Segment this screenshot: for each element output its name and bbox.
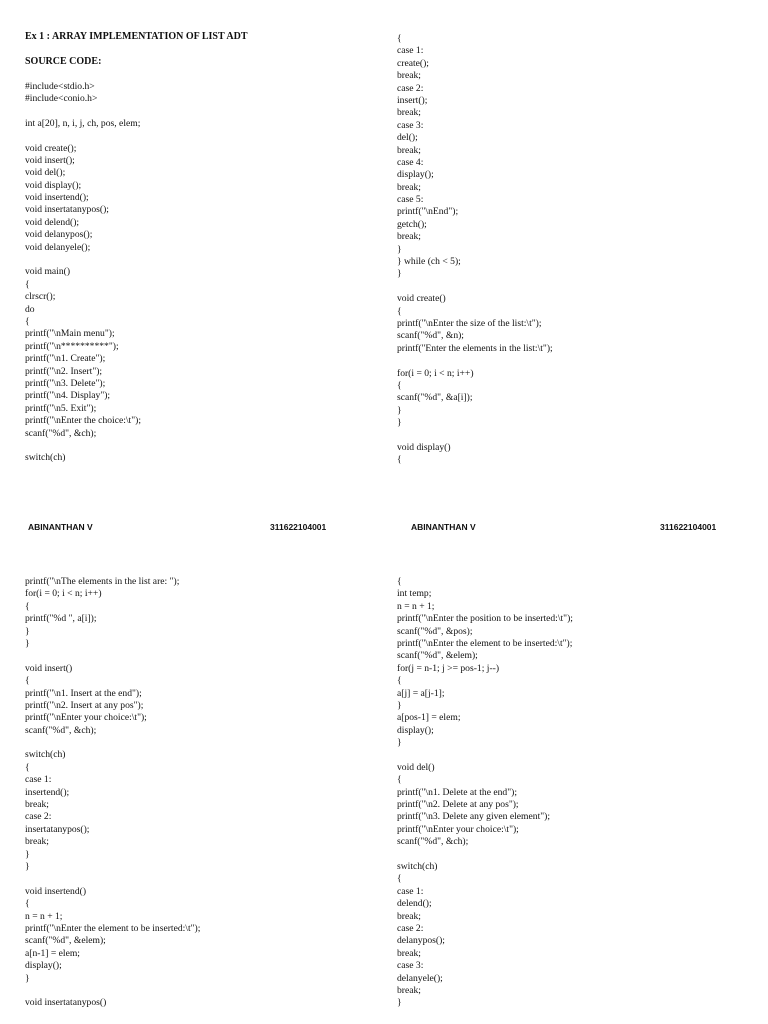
code-line: } (397, 243, 402, 255)
code-line (25, 985, 200, 997)
code-line: case 3: (397, 960, 424, 972)
code-line: scanf("%d", &ch); (25, 724, 97, 736)
code-line: } (397, 268, 402, 280)
code-line: } while (ch < 5); (397, 256, 461, 268)
code-line: for(i = 0; i < n; i++) (397, 367, 474, 379)
code-line: printf("\nEnd"); (397, 206, 459, 218)
code-line: scanf("%d", &ch); (397, 836, 469, 848)
code-line: break; (397, 231, 421, 243)
code-line: void insertatanypos(); (25, 204, 109, 216)
code-line: void del(); (25, 167, 66, 179)
code-line: scanf("%d", &a[i]); (397, 392, 473, 404)
code-line: Ex 1 : ARRAY IMPLEMENTATION OF LIST ADT (25, 31, 248, 42)
code-line: } (25, 972, 30, 984)
code-line: case 2: (397, 82, 424, 94)
code-line: printf("\nEnter the element to be inserted:\t"); (397, 637, 573, 649)
code-line: void insertatanypos() (25, 997, 107, 1009)
code-line: for(j = n-1; j >= pos-1; j--) (397, 662, 500, 674)
code-line: printf("\n2. Insert"); (25, 365, 103, 377)
code-line: printf("Enter the elements in the list:\t"); (397, 342, 553, 354)
code-line: } (25, 860, 30, 872)
code-line (25, 130, 248, 142)
code-line: printf("\nEnter your choice:\t"); (397, 823, 519, 835)
code-line: clrscr(); (25, 291, 56, 303)
code-line: void display(); (25, 179, 82, 191)
code-line: case 1: (397, 45, 424, 57)
code-line: { (25, 278, 30, 290)
code-line: { (397, 305, 402, 317)
code-line: case 2: (397, 922, 424, 934)
code-line (25, 873, 200, 885)
code-line: break; (397, 107, 421, 119)
code-line: n = n + 1; (397, 600, 435, 612)
page1-left-code (25, 31, 248, 465)
code-line: printf("\nEnter the element to be inserted:\t"); (25, 922, 201, 934)
code-line (25, 105, 248, 117)
page2-right-code (397, 576, 573, 1010)
code-line: getch(); (397, 218, 427, 230)
code-line: { (25, 315, 30, 327)
code-line: case 1: (397, 885, 424, 897)
code-line: a[j] = a[j-1]; (397, 687, 445, 699)
code-line: } (25, 848, 30, 860)
code-line: display(); (25, 960, 62, 972)
code-line: printf("\n2. Delete at any pos"); (397, 799, 519, 811)
code-line: break; (397, 181, 421, 193)
code-line: printf("\nEnter the size of the list:\t"); (397, 317, 542, 329)
code-line (25, 440, 248, 452)
code-line: case 4: (397, 156, 424, 168)
code-line (397, 281, 553, 293)
code-line: { (397, 576, 402, 587)
code-line: } (397, 997, 402, 1009)
code-line: void delanypos(); (25, 229, 93, 241)
code-line: } (397, 404, 402, 416)
footer-right-name: ABINANTHAN V (411, 522, 476, 532)
code-line: case 3: (397, 119, 424, 131)
code-line: printf("\n1. Create"); (25, 353, 106, 365)
code-line: scanf("%d", &ch); (25, 427, 97, 439)
code-line: insert(); (397, 94, 428, 106)
code-line (25, 68, 248, 80)
code-line: case 2: (25, 811, 52, 823)
code-line (397, 355, 553, 367)
code-line: break; (397, 984, 421, 996)
code-line: printf("\n1. Insert at the end"); (25, 687, 142, 699)
code-line: delend(); (397, 898, 432, 910)
code-line: scanf("%d", &pos); (397, 625, 473, 637)
code-line: void insert(); (25, 154, 75, 166)
code-line: do (25, 303, 35, 315)
code-line: del(); (397, 132, 418, 144)
code-line: break; (397, 947, 421, 959)
code-line: switch(ch) (397, 860, 438, 872)
code-line: printf("\n3. Delete any given element"); (397, 811, 551, 823)
code-line: switch(ch) (25, 452, 66, 464)
code-line: { (397, 454, 402, 466)
code-line: } (397, 737, 402, 749)
code-line: a[pos-1] = elem; (397, 712, 461, 724)
code-line: void insert() (25, 662, 73, 674)
page1-right-code (397, 33, 553, 467)
code-line: { (397, 873, 402, 885)
code-line: void create() (397, 293, 446, 305)
code-line: { (397, 33, 402, 44)
code-line: printf("\n1. Delete at the end"); (397, 786, 517, 798)
code-line: } (397, 417, 402, 429)
code-line: break; (25, 799, 49, 811)
code-line: void insertend() (25, 885, 87, 897)
code-line (397, 849, 573, 861)
code-line: break; (25, 836, 49, 848)
code-line: int temp; (397, 588, 432, 600)
code-line: insertend(); (25, 786, 70, 798)
code-line: printf("\n2. Insert at any pos"); (25, 699, 144, 711)
code-line: scanf("%d", &n); (397, 330, 464, 342)
code-line: #include<conio.h> (25, 92, 98, 104)
code-line: case 5: (397, 194, 424, 206)
code-line: a[n-1] = elem; (25, 947, 80, 959)
footer-right-id: 311622104001 (660, 522, 717, 532)
code-line: { (25, 675, 30, 687)
code-line: void delanyele(); (25, 241, 91, 253)
footer-left-name: ABINANTHAN V (28, 522, 93, 532)
code-line: case 1: (25, 774, 52, 786)
code-line: switch(ch) (25, 749, 66, 761)
code-line: void delend(); (25, 216, 80, 228)
code-line: { (397, 675, 402, 687)
code-line: insertatanypos(); (25, 823, 90, 835)
code-line: SOURCE CODE: (25, 55, 102, 67)
footer-left-id: 311622104001 (270, 522, 327, 532)
code-line: display(); (397, 724, 434, 736)
code-line (397, 749, 573, 761)
code-line: { (25, 898, 30, 910)
code-line: printf("\nEnter the position to be inserted:\t"); (397, 613, 573, 625)
code-line: printf("\nEnter your choice:\t"); (25, 712, 147, 724)
code-line: { (25, 761, 30, 773)
code-line: void create(); (25, 142, 77, 154)
code-line: printf("\n3. Delete"); (25, 377, 106, 389)
code-line (25, 650, 200, 662)
code-line: printf("\nThe elements in the list are: "); (25, 576, 180, 587)
code-line: void display() (397, 441, 451, 453)
code-line: void insertend(); (25, 192, 89, 204)
code-line: break; (397, 910, 421, 922)
code-line: void main() (25, 266, 71, 278)
code-line: } (25, 625, 30, 637)
code-line: { (397, 774, 402, 786)
code-line (25, 737, 200, 749)
code-line: delanypos(); (397, 935, 445, 947)
code-line: } (397, 699, 402, 711)
code-line: scanf("%d", &elem); (397, 650, 478, 662)
code-line: n = n + 1; (25, 910, 63, 922)
code-line (25, 254, 248, 266)
code-line (25, 43, 248, 55)
page2-left-code (25, 576, 200, 1010)
code-line: printf("\nMain menu"); (25, 328, 115, 340)
code-line: void del() (397, 761, 435, 773)
code-line: printf("\nEnter the choice:\t"); (25, 415, 141, 427)
code-line: display(); (397, 169, 434, 181)
code-line: create(); (397, 57, 429, 69)
code-line: } (25, 637, 30, 649)
code-line: printf("\n4. Display"); (25, 390, 111, 402)
code-line: delanyele(); (397, 972, 443, 984)
code-line: printf("%d ", a[i]); (25, 613, 97, 625)
code-line: { (397, 379, 402, 391)
code-line: int a[20], n, i, j, ch, pos, elem; (25, 117, 141, 129)
code-line: printf("\n5. Exit"); (25, 402, 97, 414)
code-line: printf("\n**********"); (25, 340, 119, 352)
code-line (397, 430, 553, 442)
code-line: for(i = 0; i < n; i++) (25, 588, 102, 600)
code-line: break; (397, 144, 421, 156)
code-line: { (25, 600, 30, 612)
code-line: #include<stdio.h> (25, 80, 95, 92)
code-line: scanf("%d", &elem); (25, 935, 106, 947)
code-line: break; (397, 70, 421, 82)
